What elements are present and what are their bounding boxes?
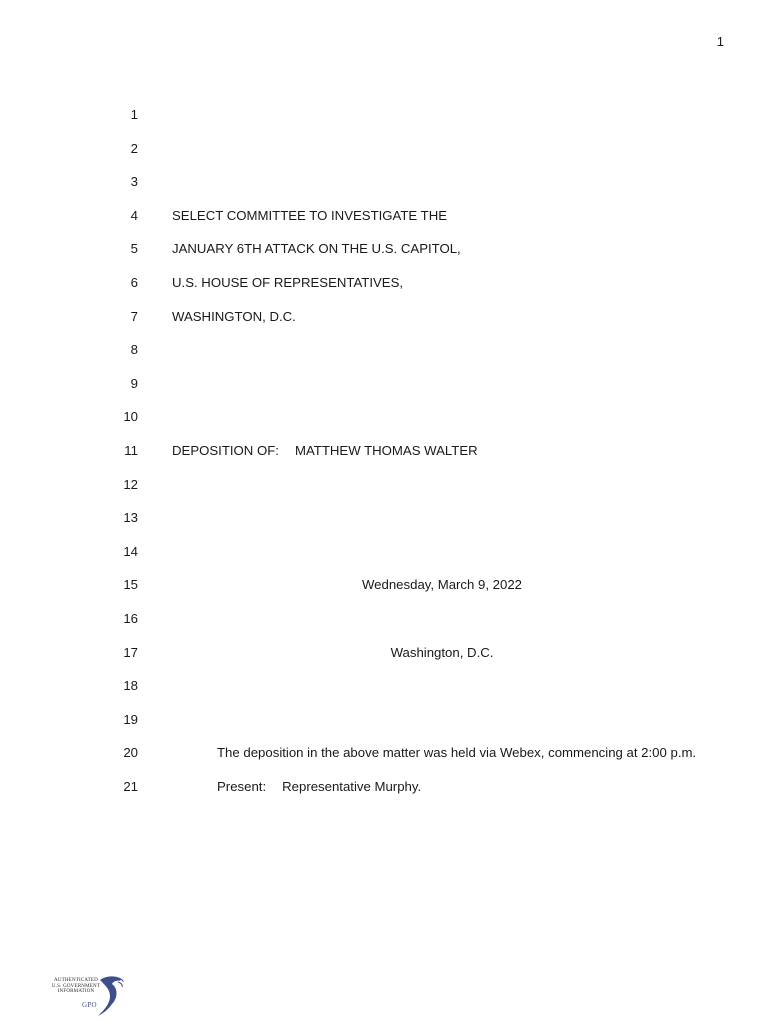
line-number: 11: [124, 442, 138, 458]
chamber-name: U.S. HOUSE OF REPRESENTATIVES,: [172, 274, 404, 290]
line-number: 16: [123, 610, 138, 626]
deposition-label: DEPOSITION OF:: [172, 442, 279, 458]
deposition-of: [172, 440, 478, 462]
line-number: 12: [123, 476, 138, 492]
line-number: 15: [123, 577, 138, 593]
transcript-line: [0, 272, 768, 306]
seal-text-line: INFORMATION: [57, 989, 95, 995]
seal-text-line: U.S. GOVERNMENT: [51, 983, 101, 989]
line-number: 20: [123, 745, 138, 761]
eagle-icon: [94, 974, 128, 1018]
transcript-line: [0, 238, 768, 272]
transcript-line: [0, 406, 768, 440]
line-number: 17: [123, 644, 138, 660]
transcript-line: [0, 776, 768, 810]
transcript-line: [0, 709, 768, 743]
deposition-location: Washington, D.C.: [390, 644, 494, 660]
transcript-line: [0, 104, 768, 138]
line-number: 13: [123, 510, 138, 526]
transcript-line: [0, 608, 768, 642]
line-number: 19: [123, 711, 138, 727]
transcript-line: [0, 440, 768, 474]
transcript-lines: [0, 104, 768, 809]
deposition-statement: The deposition in the above matter was held via Webex, commencing at 2:00 p.m.: [217, 745, 697, 761]
transcript-line: [0, 742, 768, 776]
transcript-line: [0, 507, 768, 541]
deponent-name: MATTHEW THOMAS WALTER: [294, 442, 478, 458]
present-label: Present:: [217, 778, 267, 794]
gpo-mark: GPO: [82, 1001, 97, 1009]
line-number: 3: [130, 174, 138, 190]
line-number: 14: [123, 543, 138, 559]
deposition-date: Wednesday, March 9, 2022: [361, 577, 523, 593]
line-number: 8: [130, 342, 138, 358]
location-heading: WASHINGTON, D.C.: [172, 308, 296, 324]
transcript-line: [0, 373, 768, 407]
transcript-line: [0, 574, 768, 608]
line-number: 1: [130, 107, 138, 122]
seal-text-line: AUTHENTICATED: [54, 978, 98, 983]
transcript-line: [0, 205, 768, 239]
gpo-authentication-seal: [44, 974, 128, 1018]
line-number: 10: [123, 409, 138, 425]
present-value: Representative Murphy.: [282, 778, 422, 794]
line-number: 5: [130, 241, 138, 257]
line-number: 9: [130, 375, 138, 391]
transcript-line: [0, 675, 768, 709]
page-number: 1: [716, 34, 724, 49]
transcript-line: [0, 339, 768, 373]
committee-name-line-1: SELECT COMMITTEE TO INVESTIGATE THE: [172, 207, 448, 223]
transcript-line: [0, 306, 768, 340]
transcript-line: [0, 541, 768, 575]
committee-name-line-2: JANUARY 6TH ATTACK ON THE U.S. CAPITOL,: [172, 241, 461, 257]
transcript-line: [0, 171, 768, 205]
transcript-line: [0, 138, 768, 172]
transcript-line: [0, 642, 768, 676]
line-number: 2: [130, 140, 138, 156]
present-line: [217, 776, 421, 798]
line-number: 7: [130, 308, 138, 324]
line-number: 4: [130, 207, 138, 223]
line-number: 21: [123, 778, 138, 794]
transcript-line: [0, 474, 768, 508]
line-number: 18: [123, 678, 138, 694]
line-number: 6: [130, 274, 138, 290]
